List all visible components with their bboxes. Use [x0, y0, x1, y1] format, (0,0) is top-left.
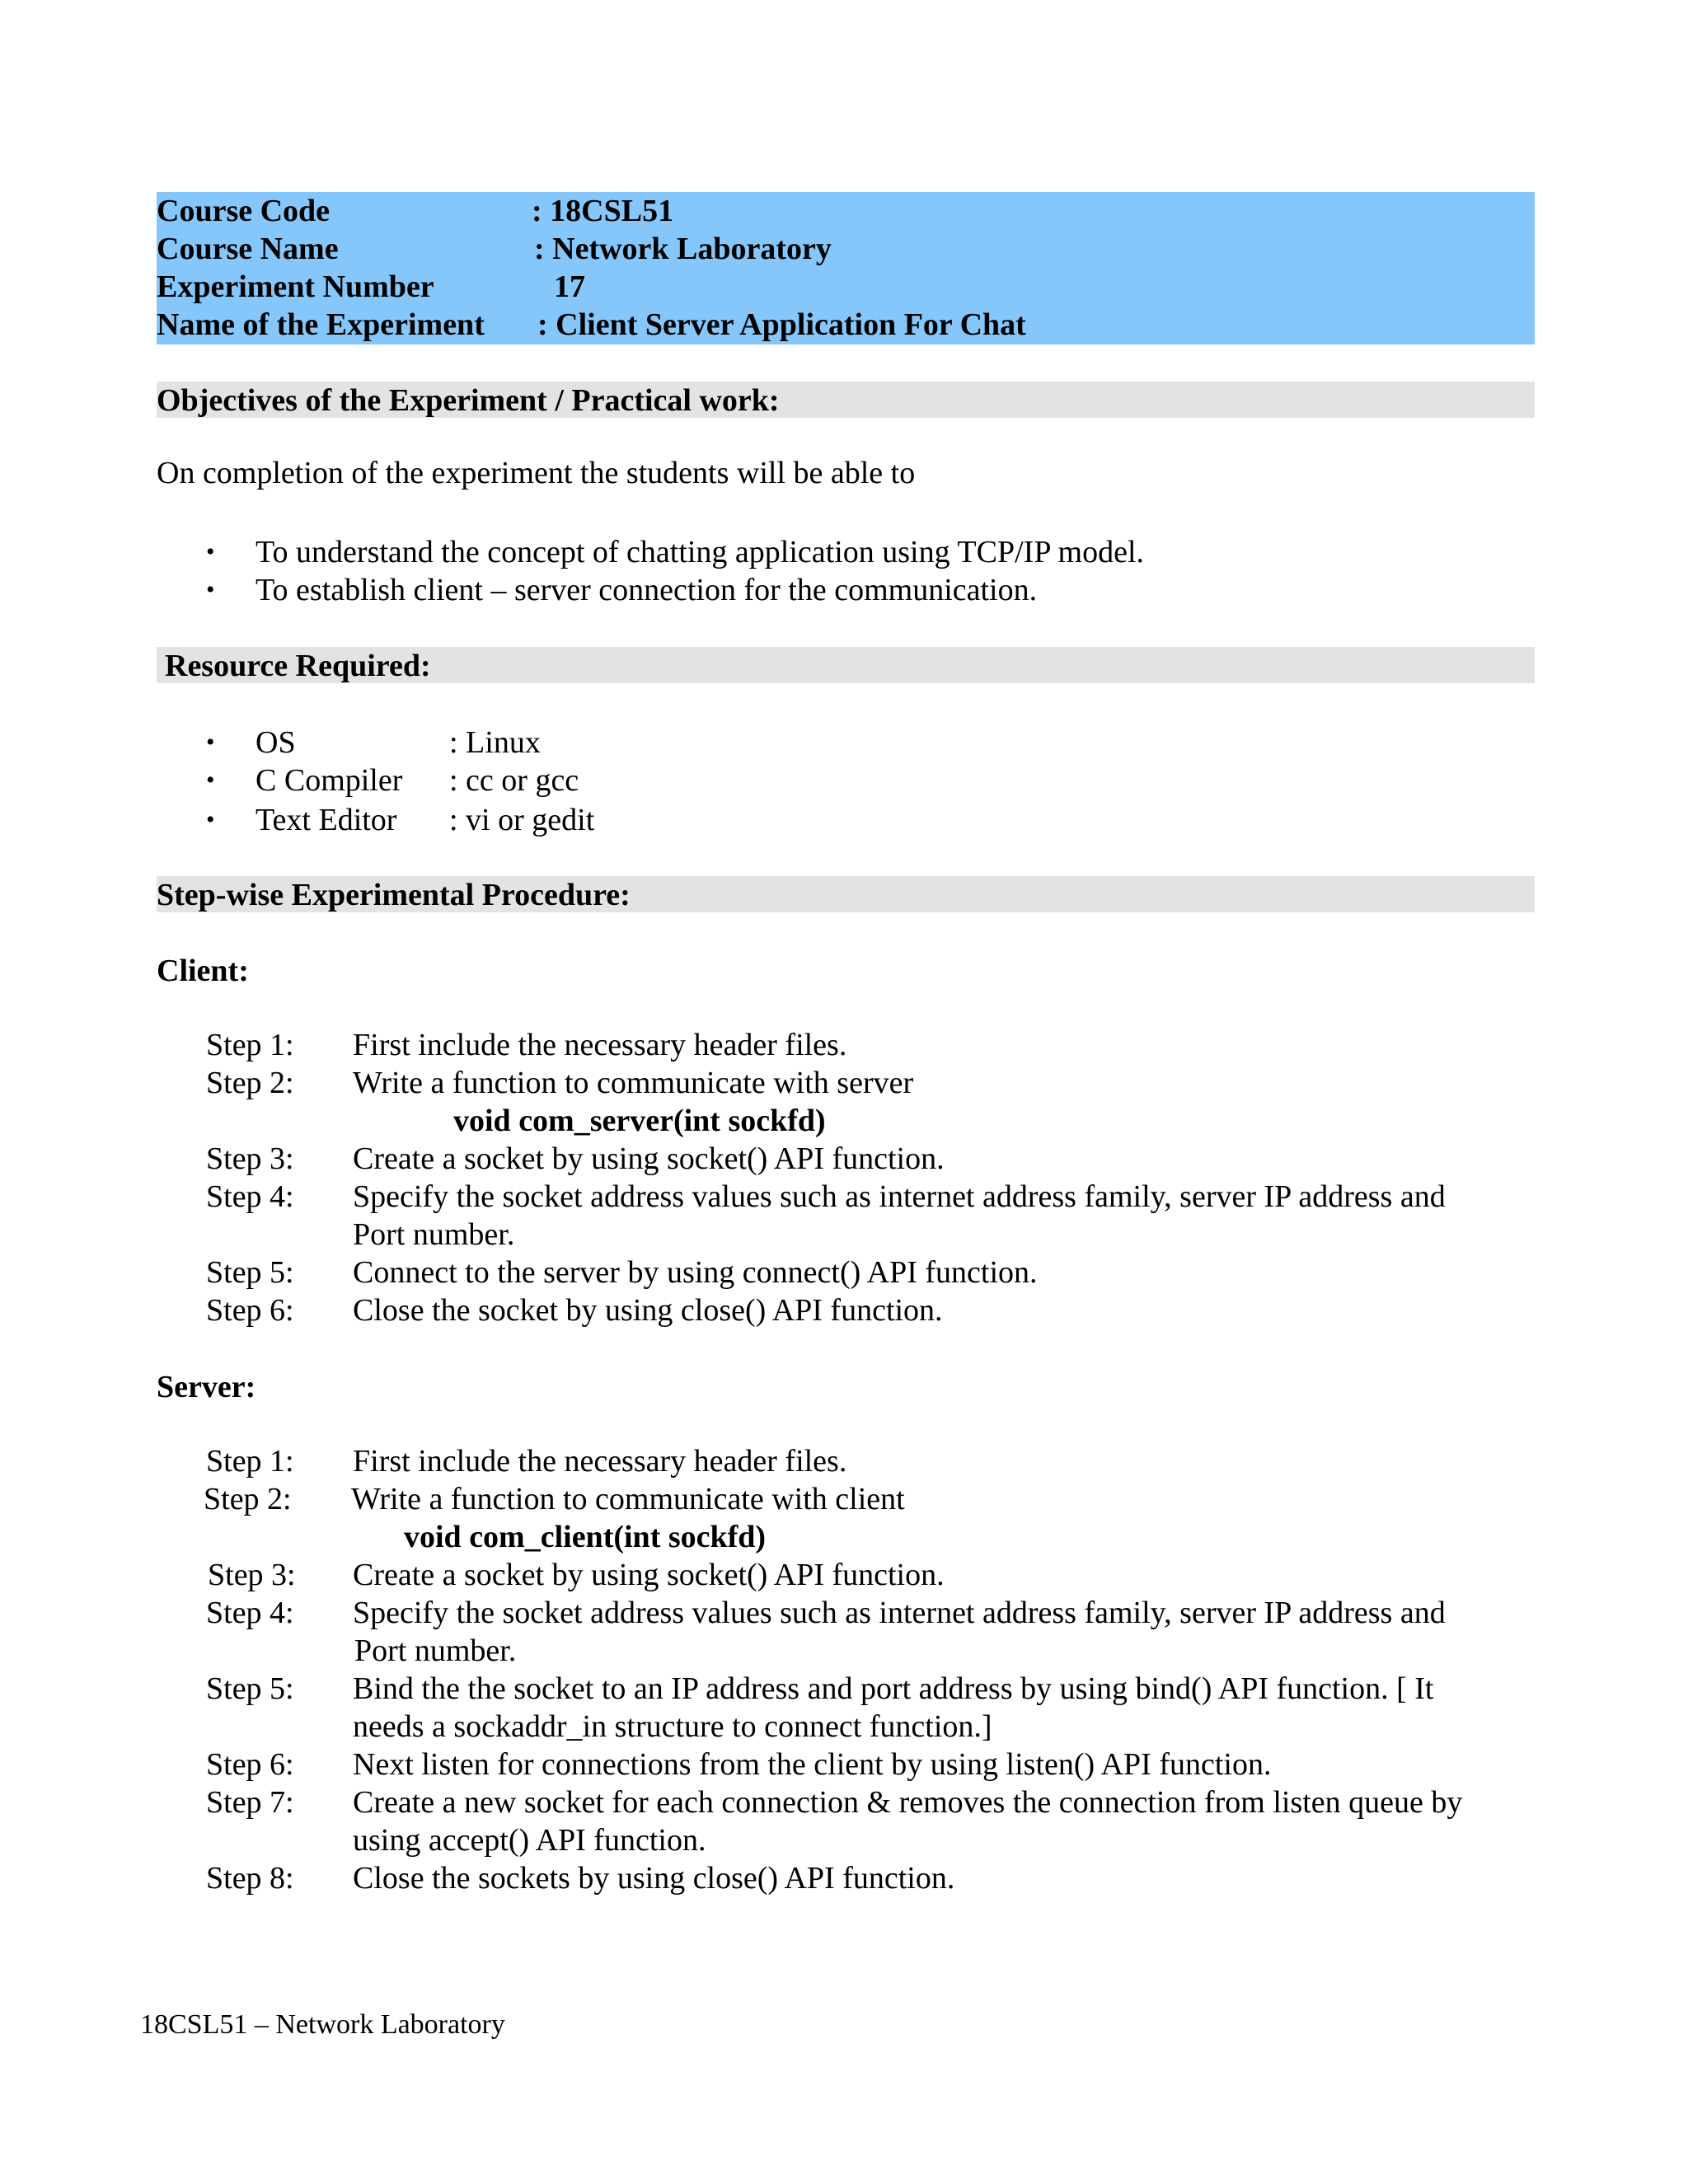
client-step-text: Port number.: [353, 1217, 515, 1252]
server-step-text: using accept() API function.: [353, 1823, 706, 1858]
server-step-label: Step 5:: [206, 1671, 294, 1706]
client-step-label: Step 5:: [206, 1255, 294, 1290]
server-step-label: Step 3:: [208, 1558, 296, 1592]
client-step-label: Step 2:: [206, 1066, 294, 1100]
client-step-text: First include the necessary header files.: [353, 1028, 847, 1062]
server-step-label: Step 6:: [206, 1747, 294, 1782]
server-step-label: Step 8:: [206, 1861, 294, 1896]
procedure-heading: Step-wise Experimental Procedure:: [157, 876, 1535, 912]
resource-name: OS: [256, 725, 296, 760]
resources-heading: Resource Required:: [157, 647, 1535, 683]
resource-name: Text Editor: [256, 803, 397, 837]
objectives-heading: Objectives of the Experiment / Practical work:: [157, 382, 1535, 418]
client-function-signature: void com_server(int sockfd): [453, 1104, 826, 1138]
client-step-label: Step 1:: [206, 1028, 294, 1062]
server-step-text: needs a sockaddr_in structure to connect function.]: [353, 1709, 992, 1744]
server-function-signature: void com_client(int sockfd): [404, 1520, 767, 1554]
course-name-value: : Network Laboratory: [534, 232, 832, 266]
client-step-label: Step 4:: [206, 1179, 294, 1214]
server-step-label: Step 7:: [206, 1785, 294, 1820]
client-step-label: Step 6:: [206, 1293, 294, 1328]
client-step-text: Close the socket by using close() API function.: [353, 1293, 943, 1328]
experiment-number-label: Experiment Number: [157, 269, 434, 304]
bullet-icon: •: [206, 538, 215, 565]
client-step-text: Connect to the server by using connect() API function.: [353, 1255, 1038, 1290]
experiment-name-label: Name of the Experiment: [157, 307, 485, 342]
objective-item: To establish client – server connection for the communication.: [256, 573, 1038, 607]
bullet-icon: •: [206, 729, 215, 756]
bullet-icon: •: [206, 576, 215, 603]
course-code-value: : 18CSL51: [532, 194, 674, 228]
server-step-text: Bind the the socket to an IP address and port address by using bind() API function. [ It: [353, 1671, 1434, 1706]
course-code-label: Course Code: [157, 194, 331, 228]
server-title: Server:: [157, 1370, 256, 1404]
server-step-label: Step 4:: [206, 1596, 294, 1630]
bullet-icon: •: [206, 766, 215, 794]
page-footer: 18CSL51 – Network Laboratory: [140, 2009, 505, 2040]
client-step-text: Create a socket by using socket() API function.: [353, 1141, 945, 1176]
resource-value: : Linux: [449, 725, 541, 760]
client-title: Client:: [157, 954, 249, 988]
server-step-text: Write a function to communicate with client: [351, 1482, 905, 1516]
server-step-text: Next listen for connections from the client by using listen() API function.: [353, 1747, 1272, 1782]
client-step-text: Write a function to communicate with server: [353, 1066, 914, 1100]
client-step-text: Specify the socket address values such as internet address family, server IP address and: [353, 1179, 1446, 1214]
resource-name: C Compiler: [256, 763, 403, 798]
client-step-label: Step 3:: [206, 1141, 294, 1176]
server-step-text: Create a socket by using socket() API function.: [353, 1558, 945, 1592]
objectives-intro: On completion of the experiment the students will be able to: [157, 456, 916, 490]
server-step-text: Close the sockets by using close() API function.: [353, 1861, 955, 1896]
server-step-text: Create a new socket for each connection & removes the connection from listen queue by: [353, 1785, 1463, 1820]
server-step-text: Port number.: [354, 1633, 517, 1668]
server-step-text: Specify the socket address values such as internet address family, server IP address and: [353, 1596, 1446, 1630]
objective-item: To understand the concept of chatting application using TCP/IP model.: [256, 535, 1145, 569]
experiment-number-value: 17: [554, 269, 585, 304]
experiment-name-value: : Client Server Application For Chat: [537, 307, 1026, 342]
resource-value: : vi or gedit: [449, 803, 595, 837]
resource-value: : cc or gcc: [449, 763, 579, 798]
server-step-text: First include the necessary header files.: [353, 1444, 847, 1479]
server-step-label: Step 2:: [204, 1482, 292, 1516]
server-step-label: Step 1:: [206, 1444, 294, 1479]
bullet-icon: •: [206, 806, 215, 833]
course-header: [157, 192, 1535, 344]
course-name-label: Course Name: [157, 232, 339, 266]
